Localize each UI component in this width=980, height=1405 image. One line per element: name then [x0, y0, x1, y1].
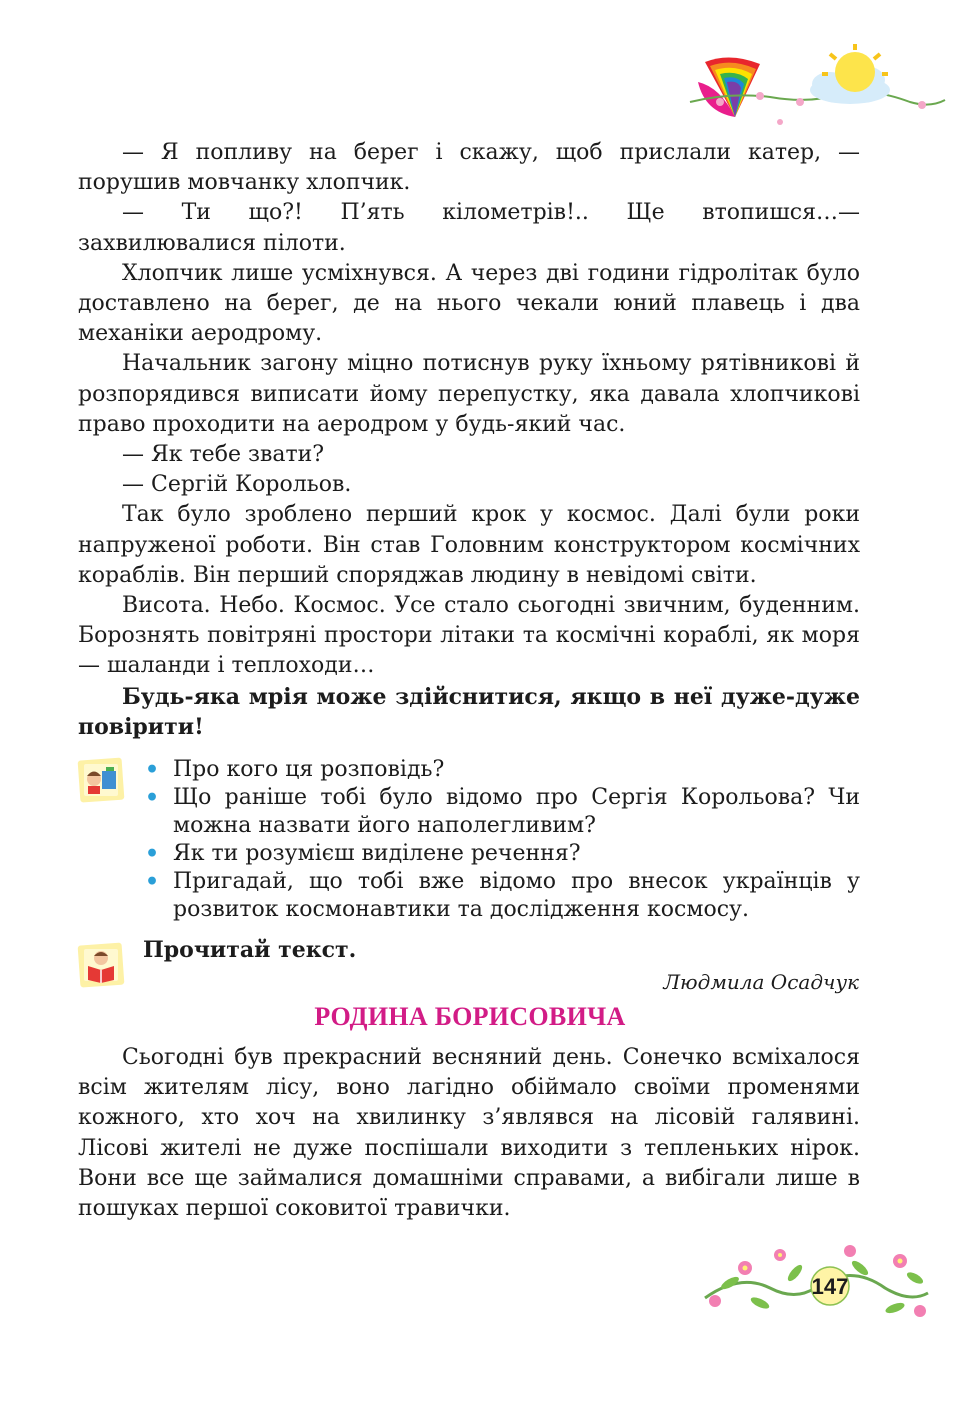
- rainbow-kite-sun-decoration: [660, 42, 950, 142]
- question-item: • Про кого ця розповідь?: [143, 756, 860, 784]
- paragraph: — Я попливу на берег і скажу, щоб прислали катер, — порушив мовчанку хлопчик.: [78, 140, 860, 196]
- question-note-icon: [76, 755, 128, 805]
- story-title: РОДИНА БОРИСОВИЧА: [314, 1002, 626, 1031]
- page-number: 147: [811, 1274, 849, 1299]
- rainbow-kite-icon: [698, 57, 760, 117]
- question-item: • Пригадай, що тобі вже відомо про внесок українців у розвиток космонавтики та дослідження космосу.: [143, 868, 860, 924]
- paragraph: Сьогодні був прекрасний весняний день. Сонечко всміхалося всім жителям лісу, воно лагідно обіймало своїми променями кожного, хто хоч на хвилинку з’являвся на лісовій галявині. Лісові жителі не дуже поспішали виходити з тепленьких нірок. Вони все ще займалися домашніми справами, а вибігали лише в пошуках першої соковитої травички.: [78, 1045, 860, 1222]
- question-item: • Що раніше тобі було відомо про Сергія Корольова? Чи можна назвати його наполегливим?: [143, 784, 860, 840]
- author-name: Людмила Осадчук: [663, 970, 859, 994]
- story-part-1: [78, 138, 860, 742]
- paragraph: — Сергій Корольов.: [122, 472, 352, 498]
- paragraph: Так було зроблено перший крок у космос. Далі були роки напруженої роботи. Він став Головним конструктором космічних кораблів. Він перший споряджав людину в невідомі світи.: [78, 502, 860, 588]
- paragraph: Хлопчик лише усміхнувся. А через дві години гідролітак було доставлено на берег, де на нього чекали юний плавець і два механіки аеродрому.: [78, 260, 860, 347]
- paragraph: — Ти що?! П’ять кілометрів!.. Ще втопишся…— захвилювалися пілоти.: [78, 200, 860, 256]
- highlighted-sentence: Будь-яка мрія може здійснитися, якщо в неї дуже-дуже повірити!: [78, 683, 860, 740]
- task-instruction: Прочитай текст.: [143, 937, 357, 963]
- story-part-2: [78, 1043, 860, 1224]
- flower-garland-icon: [700, 1243, 930, 1328]
- paragraph: Висота. Небо. Космос. Усе стало сьогодні звичним, буденним. Борознять повітряні простори літаки та космічні кораблі, як моря — шаланди і теплоходи…: [78, 593, 860, 679]
- question-list: [143, 756, 860, 924]
- paragraph: Начальник загону міцно потиснув руку їхньому рятівникові й розпорядився виписати йому перепустку, яка давала хлопчикові право проходити на аеродром у будь-який час.: [78, 351, 860, 437]
- reading-child-icon: [76, 940, 128, 990]
- question-item: • Як ти розумієш виділене речення?: [143, 840, 860, 868]
- paragraph: — Як тебе звати?: [122, 442, 325, 468]
